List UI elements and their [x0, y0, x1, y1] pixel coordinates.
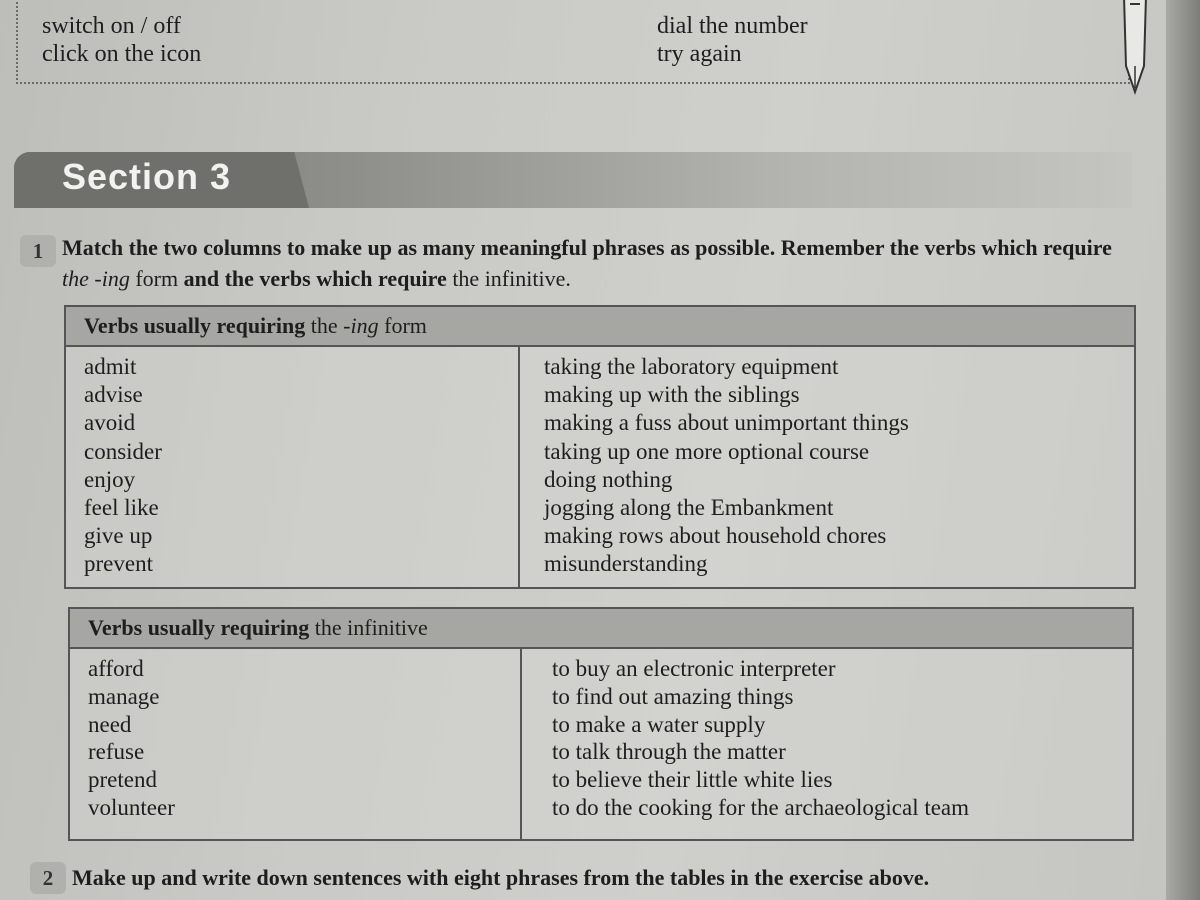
instruction-plain-a: form — [129, 266, 179, 291]
ing-phrase: taking the laboratory equipment — [544, 354, 839, 379]
inf-header-plain: the infinitive — [309, 615, 428, 640]
inf-header-bold: Verbs usually requiring — [88, 615, 310, 640]
ing-phrase: making a fuss about unimportant things — [544, 410, 909, 436]
page-edge — [1166, 0, 1200, 900]
inf-verb: manage — [88, 683, 160, 709]
top-left-line-1: switch on / off — [42, 13, 181, 39]
ing-verb: advise — [84, 382, 143, 408]
pen-icon — [1118, 0, 1152, 96]
ing-verb: consider — [84, 438, 162, 464]
inf-phrase: to buy an electronic interpreter — [552, 656, 836, 681]
inf-phrase: to do the cooking for the archaeological team — [552, 794, 970, 820]
ing-phrases-column — [544, 353, 909, 579]
ing-verb: give up — [84, 523, 153, 549]
inf-verb: refuse — [88, 739, 145, 765]
ing-phrase: taking up one more optional course — [544, 438, 870, 464]
top-right-line-1: dial the number — [657, 13, 808, 39]
ing-phrase: misunderstanding — [544, 551, 708, 577]
exercise-1-instruction — [62, 232, 1122, 294]
exercise-1-number: 1 — [20, 235, 56, 267]
ing-header-bold: Verbs usually requiring — [84, 313, 306, 338]
instruction-bold-b: and the verbs which require — [178, 266, 447, 291]
ing-column-divider — [518, 347, 520, 587]
top-left-line-2: click on the icon — [42, 41, 202, 67]
inf-phrase: to make a water supply — [552, 711, 766, 737]
exercise-2-instruction: Make up and write down sentences with eight phrases from the tables in the exercise above. — [72, 865, 930, 890]
ing-form-table — [64, 305, 1136, 589]
ing-verb: avoid — [84, 410, 136, 436]
instruction-bold-a: Match the two columns to make up as many meaningful phrases as possible. Remember the verbs which require — [62, 235, 1112, 260]
instruction-plain-b: the infinitive. — [446, 266, 571, 291]
ing-table-body — [66, 347, 1134, 587]
infinitive-table — [68, 607, 1134, 841]
inf-phrase: to talk through the matter — [552, 739, 786, 765]
infinitive-table-body — [70, 649, 1132, 839]
ing-phrase: jogging along the Embankment — [544, 495, 834, 521]
inf-column-divider — [520, 649, 522, 839]
ing-phrase: making up with the siblings — [544, 382, 800, 408]
section-title: Section 3 — [62, 156, 232, 197]
ing-header-tail: form — [378, 313, 427, 338]
ing-verb: feel like — [84, 495, 159, 521]
inf-verbs-column — [88, 655, 175, 822]
inf-verb: need — [88, 711, 132, 737]
inf-phrase: to find out amazing things — [552, 683, 794, 709]
ing-verb: admit — [84, 354, 137, 379]
inf-verb: pretend — [88, 767, 157, 793]
ing-table-header — [66, 307, 1134, 347]
top-right-line-2: try again — [657, 41, 742, 67]
ing-phrase: doing nothing — [544, 466, 673, 492]
ing-verbs-column — [84, 353, 162, 579]
inf-verb: afford — [88, 656, 144, 681]
ing-verb: prevent — [84, 551, 153, 577]
ing-header-italic: -ing — [343, 313, 379, 338]
ing-phrase: making rows about household chores — [544, 523, 887, 549]
exercise-2-number: 2 — [30, 862, 66, 894]
ing-verb: enjoy — [84, 466, 136, 492]
inf-phrases-column — [552, 655, 969, 822]
instruction-italic: the -ing — [62, 266, 130, 291]
ing-header-plain: the — [305, 313, 344, 338]
infinitive-table-header — [70, 609, 1132, 649]
inf-phrase: to believe their little white lies — [552, 767, 833, 793]
inf-verb: volunteer — [88, 794, 175, 820]
